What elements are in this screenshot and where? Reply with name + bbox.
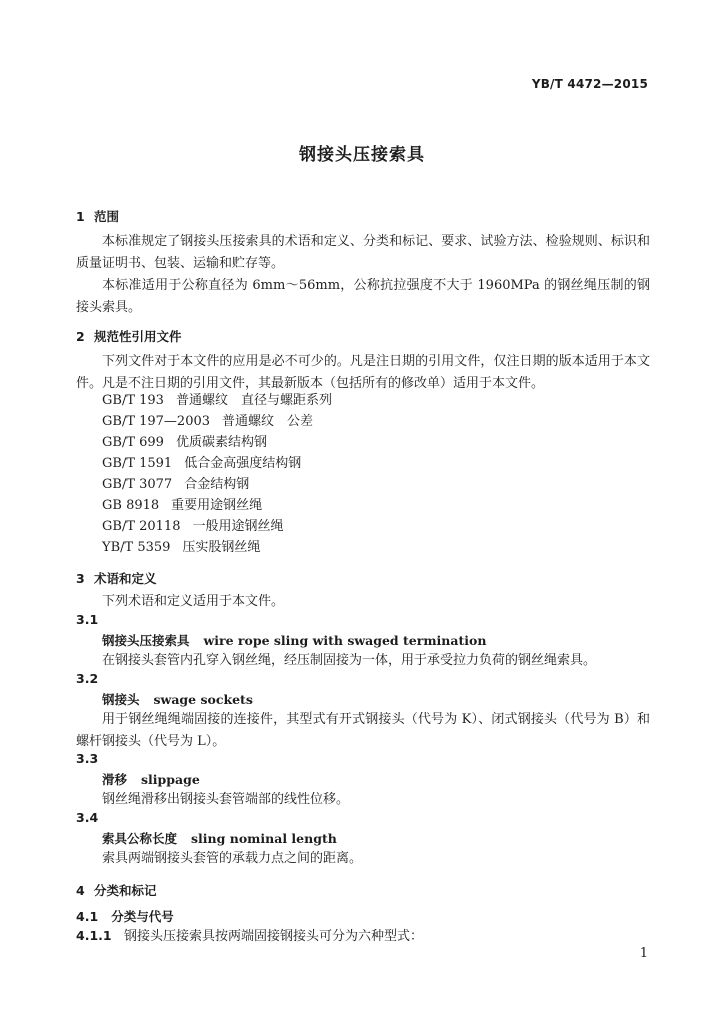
section-number: 3 xyxy=(76,571,85,586)
reference-item: GB/T 197—2003 普通螺纹 公差 xyxy=(102,414,314,429)
section-4-heading xyxy=(76,881,157,899)
reference-item: GB/T 3077 合金结构钢 xyxy=(102,477,250,492)
term-definition: 在钢接头套管内孔穿入钢丝绳，经压制固接为一体，用于承受拉力负荷的钢丝绳索具。 xyxy=(102,653,597,668)
term-title: 滑移 slippage xyxy=(102,772,200,787)
term-number: 3.1 xyxy=(76,612,99,627)
reference-item: GB 8918 重要用途钢丝绳 xyxy=(102,498,263,513)
reference-item: GB/T 1591 低合金高强度结构钢 xyxy=(102,456,302,471)
term-title: 钢接头 swage sockets xyxy=(102,692,253,707)
reference-item: YB/T 5359 压实股钢丝绳 xyxy=(102,540,261,555)
term-title: 索具公称长度 sling nominal length xyxy=(102,831,337,846)
standard-number: YB/T 4472—2015 xyxy=(531,77,648,91)
subsection-4-1-1: 4.1.1 钢接头压接索具按两端固接钢接头可分为六种型式： xyxy=(76,928,424,944)
section-1-paragraph-1: 本标准规定了钢接头压接索具的术语和定义、分类和标记、要求、试验方法、检验规则、标识和质量证明书、包装、运输和贮存等。 xyxy=(76,234,650,271)
section-number: 4 xyxy=(76,883,85,898)
section-title: 术语和定义 xyxy=(94,571,157,586)
section-number: 1 xyxy=(76,209,85,224)
reference-item: GB/T 20118 一般用途钢丝绳 xyxy=(102,519,284,534)
term-title: 钢接头压接索具 wire rope sling with swaged termination xyxy=(102,633,487,648)
term-number: 3.2 xyxy=(76,671,99,686)
section-3-heading xyxy=(76,569,157,587)
reference-item: GB/T 193 普通螺纹 直径与螺距系列 xyxy=(102,393,332,408)
reference-item: GB/T 699 优质碳素结构钢 xyxy=(102,435,267,450)
section-2-paragraph-1: 下列文件对于本文件的应用是必不可少的。凡是注日期的引用文件，仅注日期的版本适用于本文件。凡是不注日期的引用文件，其最新版本（包括所有的修改单）适用于本文件。 xyxy=(76,354,650,391)
page-number: 1 xyxy=(639,946,648,961)
section-number: 2 xyxy=(76,329,85,344)
section-title: 分类和标记 xyxy=(94,883,157,898)
section-title: 范围 xyxy=(94,209,120,224)
document-title: 钢接头压接索具 xyxy=(299,145,425,165)
section-title: 规范性引用文件 xyxy=(94,329,182,344)
section-1-paragraph-2: 本标准适用于公称直径为 6mm～56mm，公称抗拉强度不大于 1960MPa 的钢丝绳压制的钢接头索具。 xyxy=(76,278,650,315)
term-definition: 用于钢丝绳绳端固接的连接件，其型式有开式钢接头（代号为 K）、闭式钢接头（代号为 B）和螺杆钢接头（代号为 L）。 xyxy=(76,712,650,749)
term-number: 3.4 xyxy=(76,810,99,825)
subsection-4-1: 4.1 分类与代号 xyxy=(76,909,174,924)
section-1-heading xyxy=(76,207,119,225)
term-number: 3.3 xyxy=(76,751,99,766)
section-3-intro: 下列术语和定义适用于本文件。 xyxy=(102,594,285,609)
term-definition: 索具两端钢接头套管的承载力点之间的距离。 xyxy=(102,851,363,866)
term-definition: 钢丝绳滑移出钢接头套管端部的线性位移。 xyxy=(102,792,350,807)
section-2-heading xyxy=(76,327,182,345)
